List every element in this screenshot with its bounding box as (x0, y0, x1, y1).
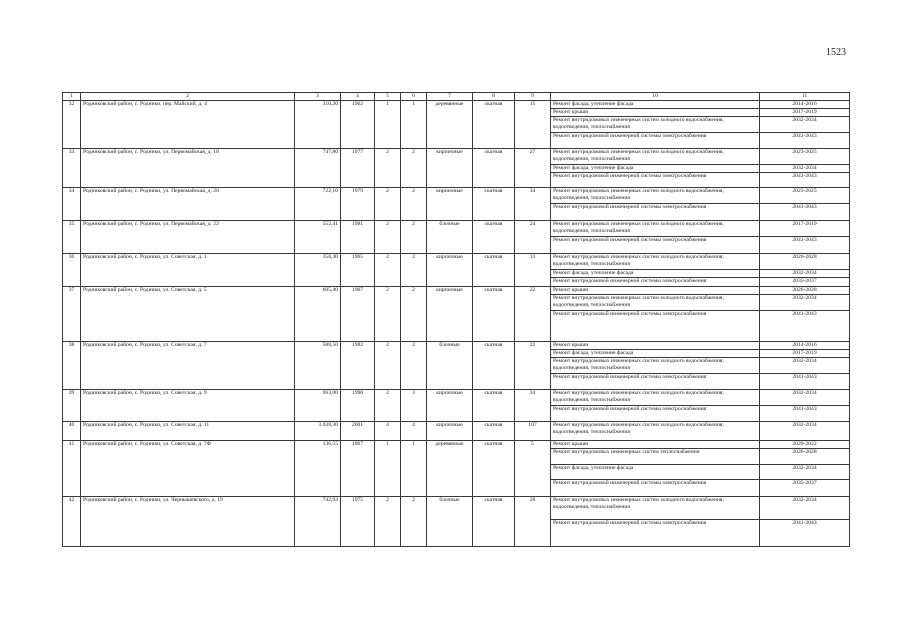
floors-max: 1 (401, 441, 427, 497)
table-body (63, 93, 850, 547)
work-type: Ремонт внутридомовых инженерных систем холодного водоснабжения, водоотведения, теплоснабжения (551, 295, 760, 311)
work-type: Ремонт внутридомовой инженерной системы электроснабжения (551, 237, 760, 254)
row-number: 35 (63, 221, 81, 254)
floors-max: 2 (401, 188, 427, 221)
house-address: Родниковский район, с. Родники, ул. Первомайская, д. 18 (81, 149, 295, 188)
floors-max: 2 (401, 149, 427, 188)
table-row (63, 221, 850, 237)
roof-type: скатная (473, 497, 515, 547)
capital-repair-table (62, 92, 850, 547)
build-year: 1981 (341, 221, 375, 254)
work-period: 2032-2034 (760, 165, 850, 173)
build-year: 1977 (341, 149, 375, 188)
column-number: 10 (551, 93, 760, 101)
total-area: 963,00 (295, 390, 341, 422)
total-area: 136,55 (295, 441, 341, 497)
row-number: 38 (63, 342, 81, 390)
work-type: Ремонт внутридомовой инженерной системы электроснабжения (551, 480, 760, 497)
floors-max: 2 (401, 254, 427, 287)
work-period: 2035-2037 (760, 480, 850, 497)
work-type: Ремонт внутридомовых инженерных систем холодного водоснабжения, водоотведения, теплоснабжения (551, 422, 760, 441)
column-number: 3 (295, 93, 341, 101)
work-period: 2023-2025 (760, 188, 850, 204)
work-period: 2023-2025 (760, 149, 850, 165)
house-address: Родниковский район, с. Родники, ул. Советская, д. 11 (81, 422, 295, 441)
table-row (63, 497, 850, 520)
work-type: Ремонт внутридомовых инженерных систем холодного водоснабжения, водоотведения, теплоснабжения (551, 117, 760, 133)
build-year: 2001 (341, 422, 375, 441)
floors-min: 2 (375, 221, 401, 254)
work-type: Ремонт крыши (551, 287, 760, 295)
floors-max: 4 (401, 422, 427, 441)
house-address: Родниковский район, с. Родники, ул. Советская, д. 1 (81, 254, 295, 287)
column-number: 2 (81, 93, 295, 101)
wall-material: кирпичные (427, 254, 473, 287)
build-year: 1979 (341, 188, 375, 221)
floors-min: 2 (375, 287, 401, 342)
column-number: 11 (760, 93, 850, 101)
work-type: Ремонт внутридомовой инженерной системы электроснабжения (551, 173, 760, 188)
table-row (63, 287, 850, 295)
work-period: 2032-2034 (760, 465, 850, 480)
wall-material: кирпичные (427, 149, 473, 188)
work-type: Ремонт фасада, утепление фасада (551, 350, 760, 358)
work-period: 2026-2028 (760, 449, 850, 465)
work-period: 2014-2016 (760, 101, 850, 109)
residents-count: 34 (515, 188, 551, 221)
work-period: 2032-2034 (760, 422, 850, 441)
work-period: 2041-2043 (760, 204, 850, 221)
residents-count: 107 (515, 422, 551, 441)
work-type: Ремонт внутридомовых инженерных систем холодного водоснабжения, водоотведения, теплоснабжения (551, 358, 760, 374)
column-number: 9 (515, 93, 551, 101)
row-number: 32 (63, 101, 81, 149)
roof-type: скатная (473, 101, 515, 149)
table-row (63, 188, 850, 204)
work-period: 2032-2034 (760, 390, 850, 406)
wall-material: блочные (427, 342, 473, 390)
house-address: Родниковский район, с. Родники, ул. Советская, д. 7 (81, 342, 295, 390)
table-row (63, 422, 850, 441)
table-row (63, 390, 850, 406)
work-type: Ремонт фасада, утепление фасада (551, 270, 760, 278)
wall-material: кирпичные (427, 422, 473, 441)
work-period: 2014-2016 (760, 342, 850, 350)
total-area: 722,10 (295, 188, 341, 221)
work-period: 2026-2028 (760, 254, 850, 270)
wall-material: кирпичные (427, 188, 473, 221)
work-period: 2017-2019 (760, 350, 850, 358)
row-number: 37 (63, 287, 81, 342)
build-year: 1967 (341, 441, 375, 497)
roof-type: скатная (473, 254, 515, 287)
row-number: 42 (63, 497, 81, 547)
work-period: 2041-2043 (760, 311, 850, 342)
wall-material: деревянные (427, 441, 473, 497)
roof-type: скатная (473, 188, 515, 221)
total-area: 552,41 (295, 221, 341, 254)
floors-max: 2 (401, 287, 427, 342)
house-address: Родниковский район, с. Родники, ул. Советская, д. 7Ф (81, 441, 295, 497)
table-row (63, 342, 850, 350)
residents-count: 15 (515, 101, 551, 149)
work-period: 2032-2034 (760, 117, 850, 133)
column-number: 8 (473, 93, 515, 101)
floors-min: 2 (375, 149, 401, 188)
floors-max: 3 (401, 390, 427, 422)
work-period: 2041-2043 (760, 520, 850, 547)
work-type: Ремонт внутридомовой инженерной системы электроснабжения (551, 311, 760, 342)
work-type: Ремонт внутридомовых инженерных систем холодного водоснабжения, водоотведения, теплоснабжения (551, 497, 760, 520)
floors-min: 2 (375, 497, 401, 547)
work-type: Ремонт крыши (551, 342, 760, 350)
residents-count: 27 (515, 149, 551, 188)
house-address: Родниковский район, с. Родники, ул. Советская, д. 5 (81, 287, 295, 342)
work-period: 2041-2043 (760, 133, 850, 149)
total-area: 605,40 (295, 287, 341, 342)
wall-material: кирпичные (427, 390, 473, 422)
residents-count: 5 (515, 441, 551, 497)
work-type: Ремонт внутридомовых инженерных систем холодного водоснабжения, водоотведения, теплоснабжения (551, 188, 760, 204)
work-period: 2032-2034 (760, 295, 850, 311)
roof-type: скатная (473, 441, 515, 497)
house-address: Родниковский район, с. Родники, пер. Майский, д. 4 (81, 101, 295, 149)
row-number: 39 (63, 390, 81, 422)
floors-max: 2 (401, 342, 427, 390)
house-address: Родниковский район, с. Родники, ул. Советская, д. 9 (81, 390, 295, 422)
floors-max: 2 (401, 221, 427, 254)
house-address: Родниковский район, с. Родники, ул. Первомайская, д. 22 (81, 221, 295, 254)
row-number: 40 (63, 422, 81, 441)
work-type: Ремонт крыши (551, 441, 760, 449)
roof-type: скатная (473, 422, 515, 441)
total-area: 310,20 (295, 101, 341, 149)
build-year: 1990 (341, 390, 375, 422)
work-period: 2020-2022 (760, 441, 850, 449)
wall-material: деревянные (427, 101, 473, 149)
residents-count: 34 (515, 390, 551, 422)
work-type: Ремонт фасада, утепление фасада (551, 165, 760, 173)
work-period: 2041-2043 (760, 374, 850, 390)
work-type: Ремонт внутридомовой инженерной системы электроснабжения (551, 204, 760, 221)
table-row (63, 254, 850, 270)
table-row (63, 441, 850, 449)
roof-type: скатная (473, 342, 515, 390)
floors-max: 1 (401, 101, 427, 149)
build-year: 1962 (341, 101, 375, 149)
residents-count: 22 (515, 342, 551, 390)
column-number-row (63, 93, 850, 101)
wall-material: блочные (427, 497, 473, 547)
work-period: 2035-2037 (760, 278, 850, 287)
work-type: Ремонт внутридомовой инженерной системы электроснабжения (551, 406, 760, 422)
build-year: 1982 (341, 342, 375, 390)
column-number: 6 (401, 93, 427, 101)
floors-max: 2 (401, 497, 427, 547)
floors-min: 1 (375, 441, 401, 497)
wall-material: блочные (427, 221, 473, 254)
work-type: Ремонт внутридомовой инженерной системы электроснабжения (551, 278, 760, 287)
total-area: 358,40 (295, 254, 341, 287)
work-type: Ремонт фасада, утепление фасада (551, 465, 760, 480)
residents-count: 28 (515, 497, 551, 547)
work-period: 2032-2034 (760, 497, 850, 520)
work-type: Ремонт фасада, утепление фасада (551, 101, 760, 109)
floors-min: 2 (375, 188, 401, 221)
work-period: 2041-2043 (760, 237, 850, 254)
residents-count: 24 (515, 221, 551, 254)
row-number: 33 (63, 149, 81, 188)
total-area: 588,50 (295, 342, 341, 390)
table-row (63, 149, 850, 165)
roof-type: скатная (473, 149, 515, 188)
work-period: 2041-2043 (760, 406, 850, 422)
wall-material: кирпичные (427, 287, 473, 342)
house-address: Родниковский район, с. Родники, ул. Чернышевского, д. 19 (81, 497, 295, 547)
floors-min: 4 (375, 422, 401, 441)
work-type: Ремонт внутридомовой инженерной системы электроснабжения (551, 133, 760, 149)
row-number: 41 (63, 441, 81, 497)
work-type: Ремонт внутридомовых инженерных систем холодного водоснабжения, водоотведения, теплоснабжения (551, 390, 760, 406)
page-number: 1523 (826, 47, 846, 58)
floors-min: 2 (375, 254, 401, 287)
residents-count: 22 (515, 287, 551, 342)
work-type: Ремонт внутридомовых инженерных систем холодного водоснабжения, водоотведения, теплоснабжения (551, 254, 760, 270)
work-period: 2032-2034 (760, 358, 850, 374)
work-period: 2026-2028 (760, 287, 850, 295)
build-year: 1965 (341, 254, 375, 287)
row-number: 34 (63, 188, 81, 221)
total-area: 747,80 (295, 149, 341, 188)
residents-count: 13 (515, 254, 551, 287)
work-period: 2017-2019 (760, 221, 850, 237)
work-type: Ремонт внутридомовых инженерных систем теплоснабжения (551, 449, 760, 465)
floors-min: 1 (375, 101, 401, 149)
build-year: 1975 (341, 497, 375, 547)
roof-type: скатная (473, 221, 515, 254)
build-year: 1967 (341, 287, 375, 342)
work-type: Ремонт внутридомовых инженерных систем холодного водоснабжения, водоотведения, теплоснабжения (551, 221, 760, 237)
total-area: 3 038,30 (295, 422, 341, 441)
work-period: 2032-2034 (760, 270, 850, 278)
column-number: 1 (63, 93, 81, 101)
row-number: 36 (63, 254, 81, 287)
column-number: 7 (427, 93, 473, 101)
total-area: 742,93 (295, 497, 341, 547)
floors-min: 2 (375, 390, 401, 422)
work-period: 2041-2043 (760, 173, 850, 188)
roof-type: скатная (473, 390, 515, 422)
column-number: 4 (341, 93, 375, 101)
column-number: 5 (375, 93, 401, 101)
work-period: 2017-2019 (760, 109, 850, 117)
work-type: Ремонт внутридомовой инженерной системы электроснабжения (551, 520, 760, 547)
work-type: Ремонт внутридомовой инженерной системы электроснабжения (551, 374, 760, 390)
work-type: Ремонт крыши (551, 109, 760, 117)
floors-min: 2 (375, 342, 401, 390)
roof-type: скатная (473, 287, 515, 342)
work-type: Ремонт внутридомовых инженерных систем холодного водоснабжения, водоотведения, теплоснабжения (551, 149, 760, 165)
house-address: Родниковский район, с. Родники, ул. Первомайская, д. 20 (81, 188, 295, 221)
table-row (63, 101, 850, 109)
